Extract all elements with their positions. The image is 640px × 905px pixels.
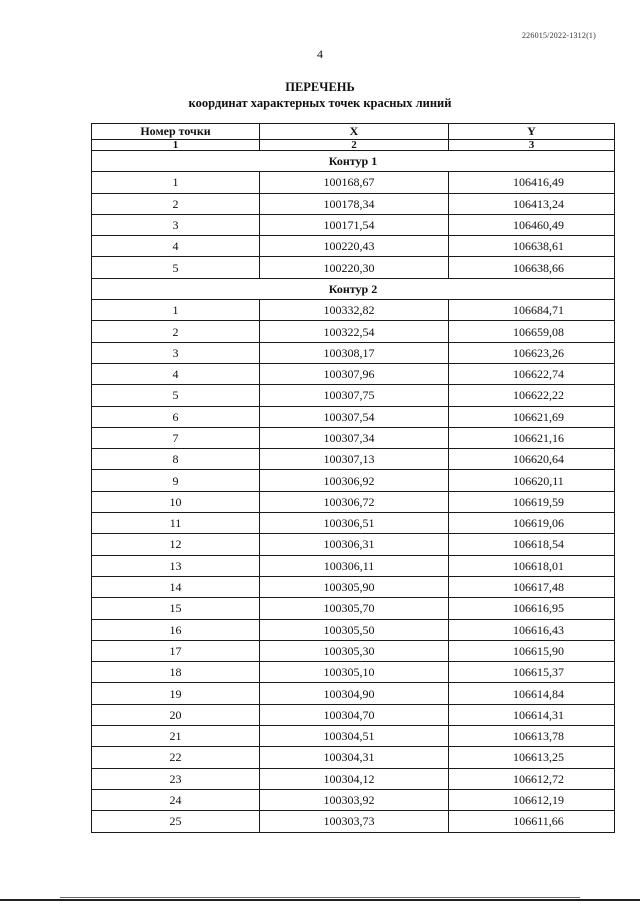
x-coordinate-cell: 100304,31 <box>260 747 449 768</box>
x-coordinate-cell: 100305,90 <box>260 576 449 597</box>
column-index-3: 3 <box>449 140 615 151</box>
y-coordinate-cell: 106623,26 <box>449 342 615 363</box>
point-number-cell: 25 <box>92 811 260 832</box>
y-coordinate-cell: 106620,11 <box>449 470 615 491</box>
point-number-cell: 21 <box>92 726 260 747</box>
title-line-2: координат характерных точек красных линий <box>188 96 452 110</box>
point-number-cell: 11 <box>92 513 260 534</box>
point-number-cell: 13 <box>92 555 260 576</box>
x-coordinate-cell: 100305,70 <box>260 598 449 619</box>
document-number: 226015/2022-1312(1) <box>521 31 596 40</box>
title-line-1: ПЕРЕЧЕНЬ <box>285 80 355 94</box>
point-number-cell: 3 <box>92 342 260 363</box>
point-number-cell: 24 <box>92 789 260 810</box>
page-title <box>0 79 640 111</box>
y-coordinate-cell: 106617,48 <box>449 576 615 597</box>
y-coordinate-cell: 106460,49 <box>449 214 615 235</box>
point-number-cell: 23 <box>92 768 260 789</box>
table-row <box>92 427 615 448</box>
y-coordinate-cell: 106616,43 <box>449 619 615 640</box>
y-coordinate-cell: 106622,22 <box>449 385 615 406</box>
y-coordinate-cell: 106613,78 <box>449 726 615 747</box>
table-row <box>92 321 615 342</box>
table-row <box>92 811 615 832</box>
point-number-cell: 12 <box>92 534 260 555</box>
x-coordinate-cell: 100304,12 <box>260 768 449 789</box>
point-number-cell: 9 <box>92 470 260 491</box>
y-coordinate-cell: 106615,37 <box>449 662 615 683</box>
x-coordinate-cell: 100220,30 <box>260 257 449 278</box>
table-row <box>92 342 615 363</box>
contour-header-row <box>92 151 615 172</box>
point-number-cell: 1 <box>92 300 260 321</box>
table-body <box>92 151 615 833</box>
y-coordinate-cell: 106638,61 <box>449 236 615 257</box>
y-coordinate-cell: 106616,95 <box>449 598 615 619</box>
point-number-cell: 4 <box>92 363 260 384</box>
x-coordinate-cell: 100307,75 <box>260 385 449 406</box>
y-coordinate-cell: 106614,31 <box>449 704 615 725</box>
x-coordinate-cell: 100304,51 <box>260 726 449 747</box>
x-coordinate-cell: 100307,54 <box>260 406 449 427</box>
point-number-cell: 5 <box>92 385 260 406</box>
contour-name: Контур 1 <box>92 151 615 172</box>
x-coordinate-cell: 100306,11 <box>260 555 449 576</box>
x-coordinate-cell: 100306,51 <box>260 513 449 534</box>
coordinates-table <box>91 123 615 833</box>
x-coordinate-cell: 100308,17 <box>260 342 449 363</box>
point-number-cell: 15 <box>92 598 260 619</box>
point-number-cell: 6 <box>92 406 260 427</box>
table-row <box>92 513 615 534</box>
y-coordinate-cell: 106638,66 <box>449 257 615 278</box>
point-number-cell: 5 <box>92 257 260 278</box>
x-coordinate-cell: 100332,82 <box>260 300 449 321</box>
table-row <box>92 385 615 406</box>
x-coordinate-cell: 100220,43 <box>260 236 449 257</box>
table-row <box>92 534 615 555</box>
table-row <box>92 726 615 747</box>
x-coordinate-cell: 100304,70 <box>260 704 449 725</box>
y-coordinate-cell: 106619,06 <box>449 513 615 534</box>
y-coordinate-cell: 106621,16 <box>449 427 615 448</box>
x-coordinate-cell: 100307,96 <box>260 363 449 384</box>
point-number-cell: 22 <box>92 747 260 768</box>
table-row <box>92 576 615 597</box>
table-row <box>92 747 615 768</box>
y-coordinate-cell: 106416,49 <box>449 172 615 193</box>
column-index-1: 1 <box>92 140 260 151</box>
contour-header-row <box>92 278 615 299</box>
column-header-point-number: Номер точки <box>92 124 260 140</box>
table-row <box>92 640 615 661</box>
table-row <box>92 257 615 278</box>
x-coordinate-cell: 100303,73 <box>260 811 449 832</box>
table-row <box>92 683 615 704</box>
column-index-2: 2 <box>260 140 449 151</box>
y-coordinate-cell: 106612,72 <box>449 768 615 789</box>
x-coordinate-cell: 100303,92 <box>260 789 449 810</box>
y-coordinate-cell: 106621,69 <box>449 406 615 427</box>
x-coordinate-cell: 100306,92 <box>260 470 449 491</box>
table-row <box>92 662 615 683</box>
y-coordinate-cell: 106611,66 <box>449 811 615 832</box>
table-row <box>92 236 615 257</box>
contour-name: Контур 2 <box>92 278 615 299</box>
table-row <box>92 789 615 810</box>
scan-edge-line <box>60 897 580 898</box>
column-index-row <box>92 140 615 151</box>
table-row <box>92 704 615 725</box>
y-coordinate-cell: 106618,01 <box>449 555 615 576</box>
point-number-cell: 1 <box>92 172 260 193</box>
point-number-cell: 14 <box>92 576 260 597</box>
y-coordinate-cell: 106622,74 <box>449 363 615 384</box>
table-row <box>92 406 615 427</box>
table-row <box>92 555 615 576</box>
table-row <box>92 300 615 321</box>
x-coordinate-cell: 100322,54 <box>260 321 449 342</box>
y-coordinate-cell: 106684,71 <box>449 300 615 321</box>
x-coordinate-cell: 100307,13 <box>260 449 449 470</box>
x-coordinate-cell: 100171,54 <box>260 214 449 235</box>
point-number-cell: 7 <box>92 427 260 448</box>
table-row <box>92 598 615 619</box>
y-coordinate-cell: 106618,54 <box>449 534 615 555</box>
table-row <box>92 363 615 384</box>
y-coordinate-cell: 106413,24 <box>449 193 615 214</box>
point-number-cell: 19 <box>92 683 260 704</box>
point-number-cell: 3 <box>92 214 260 235</box>
y-coordinate-cell: 106614,84 <box>449 683 615 704</box>
y-coordinate-cell: 106619,59 <box>449 491 615 512</box>
table-row <box>92 768 615 789</box>
x-coordinate-cell: 100304,90 <box>260 683 449 704</box>
table-row <box>92 214 615 235</box>
point-number-cell: 2 <box>92 321 260 342</box>
page-bottom-rule <box>0 899 640 901</box>
y-coordinate-cell: 106620,64 <box>449 449 615 470</box>
point-number-cell: 10 <box>92 491 260 512</box>
point-number-cell: 2 <box>92 193 260 214</box>
point-number-cell: 4 <box>92 236 260 257</box>
point-number-cell: 20 <box>92 704 260 725</box>
x-coordinate-cell: 100178,34 <box>260 193 449 214</box>
x-coordinate-cell: 100168,67 <box>260 172 449 193</box>
x-coordinate-cell: 100305,30 <box>260 640 449 661</box>
table-row <box>92 491 615 512</box>
table-row <box>92 193 615 214</box>
page-number: 4 <box>317 47 323 61</box>
y-coordinate-cell: 106613,25 <box>449 747 615 768</box>
x-coordinate-cell: 100306,31 <box>260 534 449 555</box>
y-coordinate-cell: 106659,08 <box>449 321 615 342</box>
x-coordinate-cell: 100305,50 <box>260 619 449 640</box>
point-number-cell: 17 <box>92 640 260 661</box>
y-coordinate-cell: 106615,90 <box>449 640 615 661</box>
column-header-x: X <box>260 124 449 140</box>
table-row <box>92 470 615 491</box>
column-header-y: Y <box>449 124 615 140</box>
x-coordinate-cell: 100307,34 <box>260 427 449 448</box>
x-coordinate-cell: 100305,10 <box>260 662 449 683</box>
point-number-cell: 16 <box>92 619 260 640</box>
y-coordinate-cell: 106612,19 <box>449 789 615 810</box>
point-number-cell: 18 <box>92 662 260 683</box>
x-coordinate-cell: 100306,72 <box>260 491 449 512</box>
point-number-cell: 8 <box>92 449 260 470</box>
table-row <box>92 619 615 640</box>
table-row <box>92 449 615 470</box>
table-header-row <box>92 124 615 140</box>
table-row <box>92 172 615 193</box>
